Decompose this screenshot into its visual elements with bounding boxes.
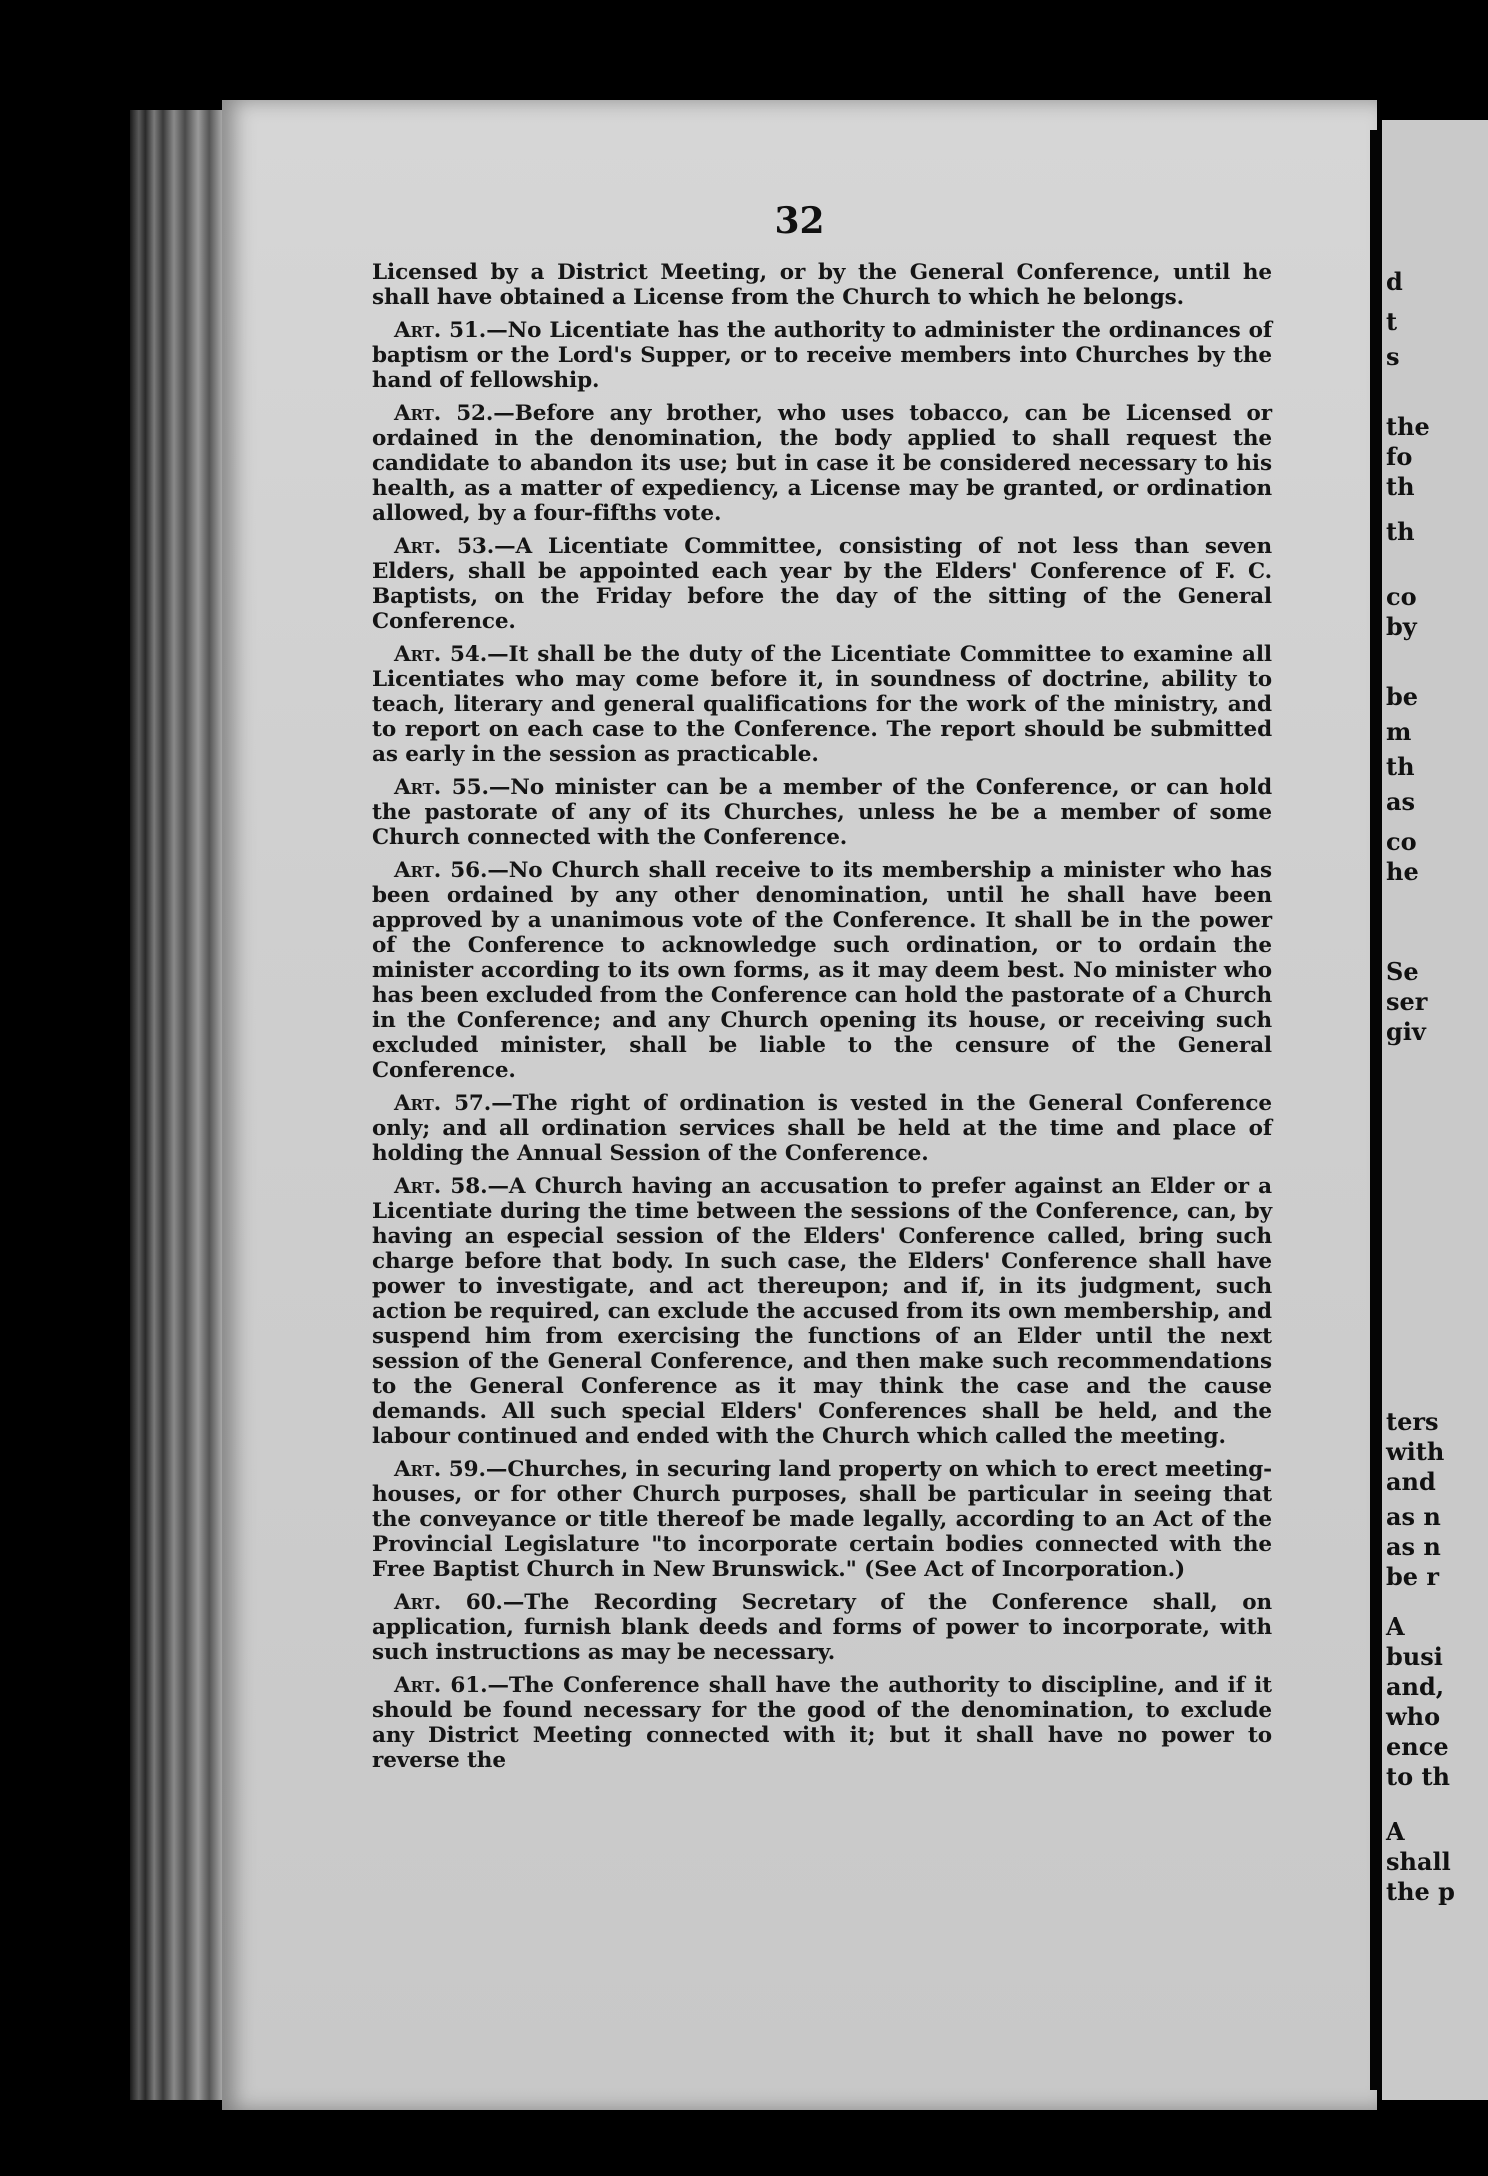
book-page [222,100,1377,2110]
next-page-fragment: by [1386,612,1417,641]
article-number: Art. 57. [394,1091,492,1116]
next-page-fragment: A [1386,1817,1405,1846]
article-text: —The right of ordination is vested in the General Conference only; and all ordination services shall be held at the time and place of holding the Annual Session of the Conference. [372,1091,1272,1166]
article-paragraph [372,1174,1272,1449]
article-paragraph [372,858,1272,1083]
next-page-fragment: m [1386,717,1412,746]
article-paragraph [372,1091,1272,1166]
article-number: Art. 61. [394,1673,488,1698]
page-number: 32 [774,200,825,242]
next-page-fragment: ser [1386,987,1428,1016]
article-text: —No Church shall receive to its membership a minister who has been ordained by any other denomination, until he shall have been approved by a unanimous vote of the Conference. It shall be in the power of the Conference to acknowledge such ordination, or to ordain the minister according to its own forms, as it may deem best. No minister who has been excluded from the Conference can hold the pastorate of a Church in the Conference; and any Church opening its house, or receiving such excluded minister, shall be liable to the censure of the General Conference. [372,858,1272,1083]
article-number: Art. 59. [394,1457,486,1482]
next-page-fragment: giv [1386,1017,1426,1046]
article-text: —Before any brother, who uses tobacco, can be Licensed or ordained in the denomination, the body applied to shall request the candidate to abandon its use; but in case it be considered necessary to his health, as a matter of expediency, a License may be granted, or ordination allowed, by a four-fifths vote. [372,401,1272,526]
next-page-fragment: ters [1386,1407,1439,1436]
next-page-fragment: as [1386,787,1416,816]
next-page-fragment: co [1386,827,1417,856]
article-number: Art. 54. [394,642,488,667]
article-number: Art. 53. [394,534,495,559]
next-page-fragment: who [1386,1702,1441,1731]
article-number: Art. 51. [394,318,487,343]
next-page-fragment: the p [1386,1877,1455,1906]
article-paragraph [372,1457,1272,1582]
next-page-fragment: busi [1386,1642,1443,1671]
next-page-fragment: with [1386,1437,1445,1466]
next-page-fragment: th [1386,472,1415,501]
article-text: —The Recording Secretary of the Conference shall, on application, furnish blank deeds and forms of power to incorporate, with such instructions as may be necessary. [372,1590,1272,1665]
next-page-fragment: t [1386,307,1398,336]
article-text: —A Church having an accusation to prefer against an Elder or a Licentiate during the time between the sessions of the Conference, can, by having an especial session of the Elders' Conference called, bring such charge before that body. In such case, the Elders' Conference shall have power to investigate, and act thereupon; and if, in its judgment, such action be required, can exclude the accused from its own membership, and suspend him from exercising the functions of an Elder until the next session of the General Conference, and then make such recommendations to the General Conference as it may think the case and the cause demands. All such special Elders' Conferences shall be held, and the labour continued and ended with the Church which called the meeting. [372,1174,1272,1449]
next-page-fragment: be [1386,682,1419,711]
next-page-fragment: he [1386,857,1419,886]
article-text: —No Licentiate has the authority to administer the ordinances of baptism or the Lord's Supper, or to receive members into Churches by the hand of fellowship. [372,318,1273,393]
next-page-fragment: and [1386,1467,1436,1496]
next-page-fragment: shall [1386,1847,1451,1876]
article-text: —A Licentiate Committee, consisting of not less than seven Elders, shall be appointed each year by the Elders' Conference of F. C. Baptists, on the Friday before the day of the sitting of the General Conference. [372,534,1272,634]
next-page-fragment: and, [1386,1672,1445,1701]
next-page-fragment: d [1386,267,1403,296]
article-text: Licensed by a District Meeting, or by the General Conference, until he shall have obtained a License from the Church to which he belongs. [372,260,1272,310]
article-number: Art. 55. [394,775,489,800]
article-paragraph [372,534,1272,634]
next-page-fragment: to th [1386,1762,1450,1791]
article-paragraph [372,1673,1272,1773]
next-page-fragment: s [1386,342,1400,371]
article-text: —It shall be the duty of the Licentiate Committee to examine all Licentiates who may come before it, in soundness of doctrine, ability to teach, literary and general qualifications for the work of the ministry, and to report on each case to the Conference. The report should be submitted as early in the session as practicable. [372,642,1272,767]
article-paragraph [372,318,1272,393]
article-paragraph [372,260,1272,310]
next-page-fragment: be r [1386,1562,1440,1591]
page-body [372,260,1272,1781]
next-page-fragment: Se [1386,957,1419,986]
next-page-fragment: as n [1386,1532,1441,1561]
article-text: —Churches, in securing land property on which to erect meeting-houses, or for other Church purposes, shall be particular in seeing that the conveyance or title thereof be made legally, according to an Act of the Provincial Legislature "to incorporate certain bodies connected with the Free Baptist Church in New Brunswick." (See Act of Incorporation.) [372,1457,1272,1582]
article-text: —No minister can be a member of the Conference, or can hold the pastorate of any of its Churches, unless he be a member of some Church connected with the Conference. [372,775,1272,850]
article-paragraph [372,401,1272,526]
next-page-fragment: ence [1386,1732,1449,1761]
article-number: Art. 52. [394,401,494,426]
article-number: Art. 60. [394,1590,503,1615]
next-page-edge [1382,120,1488,2100]
article-number: Art. 56. [394,858,488,883]
next-page-fragment: as n [1386,1502,1441,1531]
next-page-fragment: the [1386,412,1430,441]
article-paragraph [372,775,1272,850]
next-page-fragment: fo [1386,442,1413,471]
next-page-fragment: A [1386,1612,1405,1641]
article-text: —The Conference shall have the authority to discipline, and if it should be found necessary for the good of the denomination, to exclude any District Meeting connected with it; but it shall have no power to reverse the [372,1673,1272,1773]
article-number: Art. 58. [394,1174,488,1199]
next-page-fragment: co [1386,582,1417,611]
article-paragraph [372,642,1272,767]
next-page-fragment: th [1386,752,1415,781]
page-gutter [1370,130,1382,2090]
next-page-fragment: th [1386,517,1415,546]
article-paragraph [372,1590,1272,1665]
